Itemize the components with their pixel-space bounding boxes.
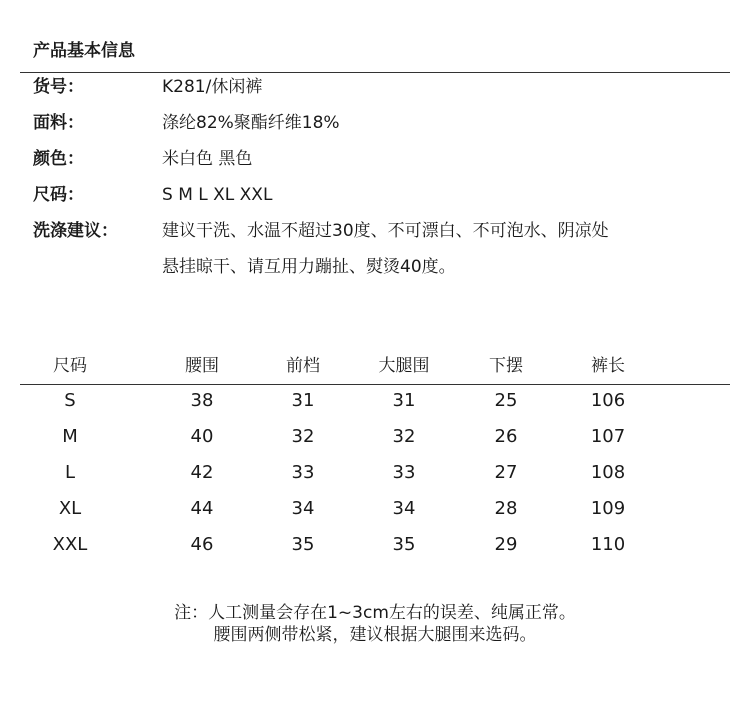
- table-cell: 109: [590, 498, 626, 519]
- info-value: 悬挂晾干、请互用力蹦扯、熨烫40度。: [162, 257, 456, 277]
- table-cell: 32: [392, 426, 416, 447]
- table-cell: 42: [190, 462, 214, 483]
- table-cell: 26: [494, 426, 518, 447]
- table-cell: 106: [590, 390, 626, 411]
- table-cell: XXL: [52, 534, 88, 555]
- table-row: [0, 461, 750, 485]
- table-cell: XL: [58, 498, 82, 519]
- info-row-washing-continued: [0, 255, 750, 279]
- table-cell: 108: [590, 462, 626, 483]
- table-cell: 40: [190, 426, 214, 447]
- info-value: 建议干洗、水温不超过30度、不可漂白、不可泡水、阴凉处: [162, 221, 609, 241]
- table-cell: 32: [291, 426, 315, 447]
- table-cell: 27: [494, 462, 518, 483]
- header-cell: 前档: [286, 356, 320, 376]
- info-label: 洗涤建议：: [33, 221, 118, 241]
- table-cell: 34: [291, 498, 315, 519]
- size-table-header: [0, 354, 750, 378]
- info-value: 涤纶82%聚酯纤维18%: [162, 113, 340, 133]
- info-label: 货号：: [33, 77, 84, 97]
- table-cell: 34: [392, 498, 416, 519]
- table-cell: M: [62, 426, 78, 447]
- section-title: 产品基本信息: [33, 41, 135, 61]
- table-cell: L: [64, 462, 76, 483]
- header-cell: 裤长: [591, 356, 625, 376]
- info-row-item-number: [0, 75, 750, 99]
- info-row-color: [0, 147, 750, 171]
- table-cell: 46: [190, 534, 214, 555]
- header-cell: 下摆: [489, 356, 523, 376]
- table-cell: 28: [494, 498, 518, 519]
- header-cell: 大腿围: [378, 356, 430, 376]
- measurement-note: 注：人工测量会存在1~3cm左右的误差、纯属正常。: [174, 603, 576, 623]
- table-cell: 35: [392, 534, 416, 555]
- info-value: K281/休闲裤: [162, 77, 263, 97]
- table-cell: 35: [291, 534, 315, 555]
- info-row-fabric: [0, 111, 750, 135]
- table-cell: 31: [392, 390, 416, 411]
- info-label: 颜色：: [33, 149, 84, 169]
- info-label: 面料：: [33, 113, 84, 133]
- table-cell: 25: [494, 390, 518, 411]
- table-cell: 44: [190, 498, 214, 519]
- table-row: [0, 425, 750, 449]
- table-cell: 33: [291, 462, 315, 483]
- table-row: [0, 389, 750, 413]
- info-row-washing: [0, 219, 750, 243]
- table-header-divider: [20, 384, 730, 385]
- table-cell: 33: [392, 462, 416, 483]
- fit-note: 腰围两侧带松紧，建议根据大腿围来选码。: [213, 625, 537, 645]
- table-cell: 31: [291, 390, 315, 411]
- table-row: [0, 497, 750, 521]
- info-row-size: [0, 183, 750, 207]
- table-cell: 38: [190, 390, 214, 411]
- header-cell: 尺码: [53, 356, 87, 376]
- table-cell: S: [64, 390, 76, 411]
- table-row: [0, 533, 750, 557]
- info-value: S M L XL XXL: [162, 185, 273, 205]
- title-divider: [20, 72, 730, 73]
- table-cell: 107: [590, 426, 626, 447]
- table-cell: 29: [494, 534, 518, 555]
- table-cell: 110: [590, 534, 626, 555]
- header-cell: 腰围: [185, 356, 219, 376]
- info-value: 米白色 黑色: [162, 149, 253, 169]
- info-label: 尺码：: [33, 185, 84, 205]
